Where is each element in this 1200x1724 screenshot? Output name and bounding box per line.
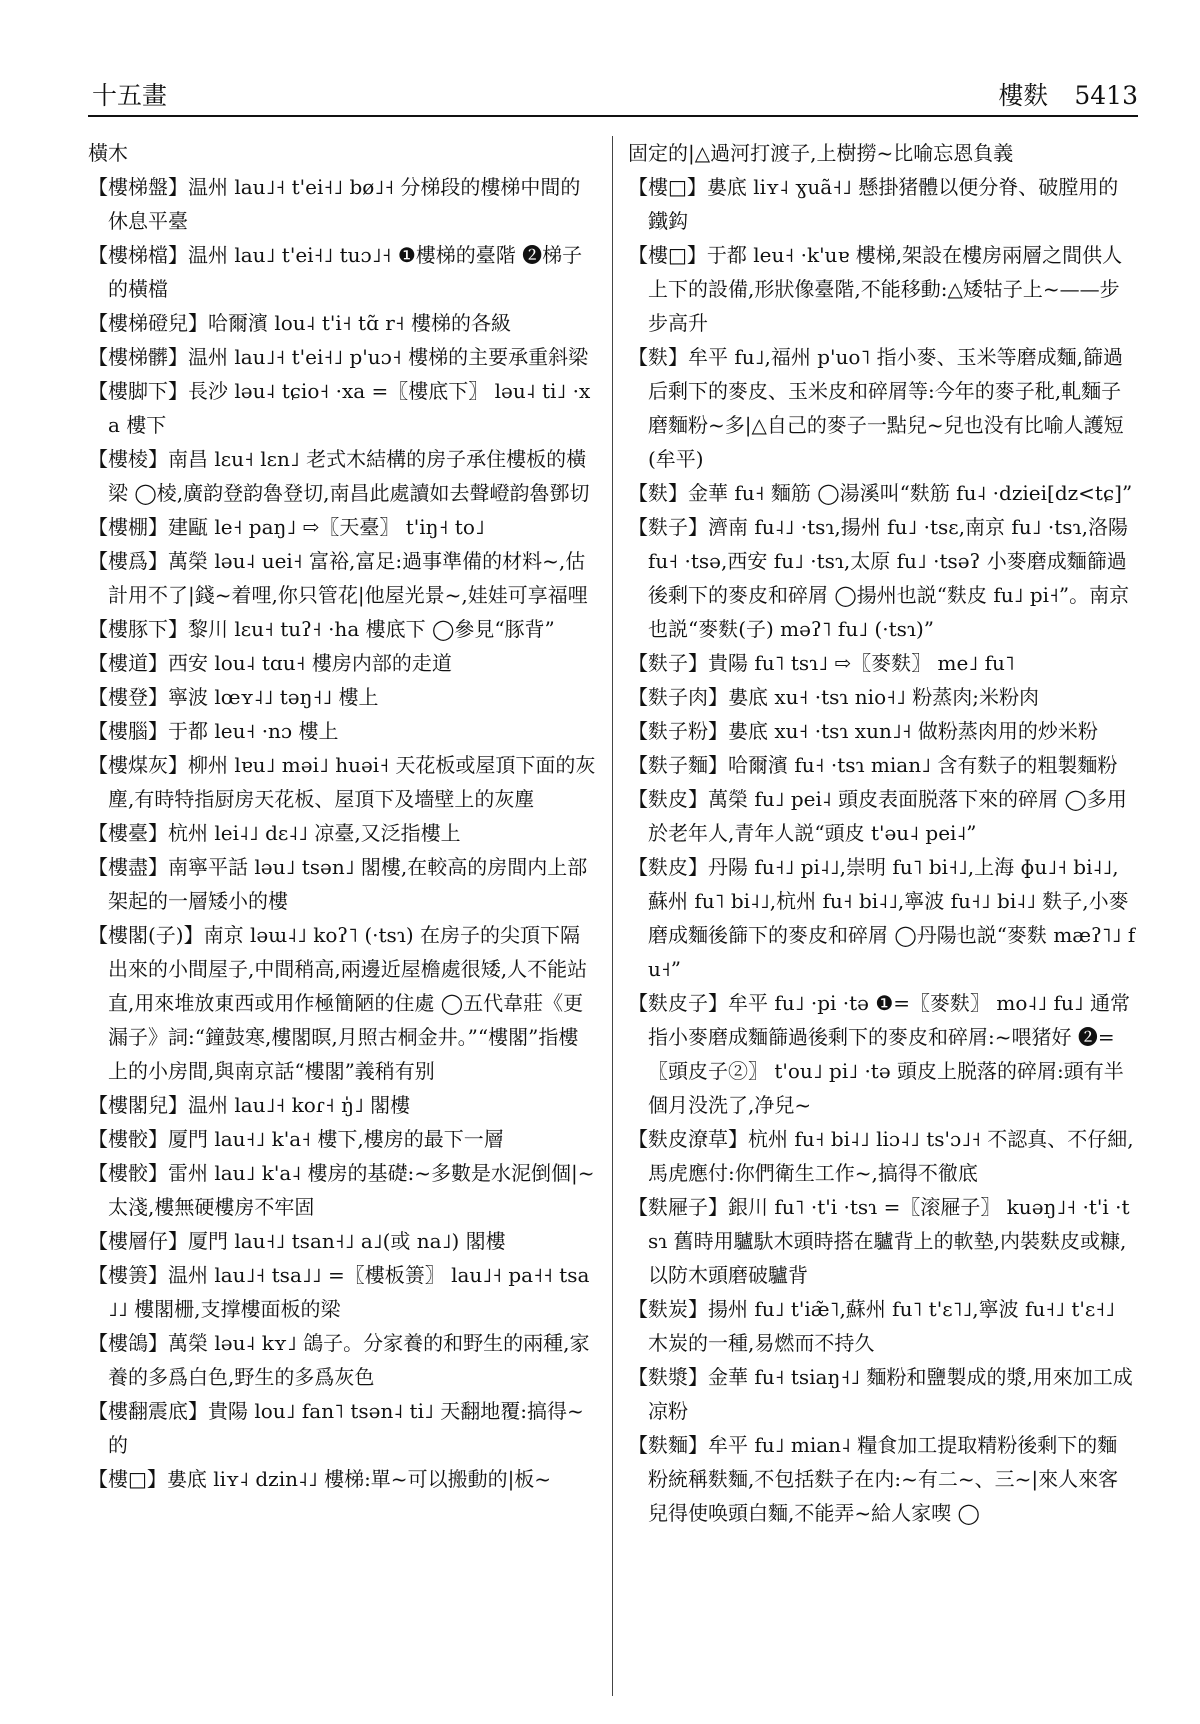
- column-divider: [612, 136, 613, 1696]
- dictionary-entry: 【麩皮】萬榮 fu˩ pei˨ 頭皮表面脱落下來的碎屑 ◯多用於老年人,青年人説“頭皮 t'əu˨ pei˨”: [628, 787, 1127, 845]
- dictionary-entry: 【樓登】寧波 lœʏ˨˩ təŋ˧˩ 樓上: [88, 685, 379, 709]
- dictionary-entry: 【樓□】婁底 liʏ˨ ɣuã˧˩ 懸掛猪體以便分脊、破膛用的鐵鈎: [628, 175, 1119, 233]
- dictionary-entry: 【樓梯髒】温州 lau˩˧ t'ei˧˩ p'uɔ˧ 樓梯的主要承重斜梁: [88, 345, 589, 369]
- dictionary-entry: 【樓骹】雷州 lau˩ k'a˨ 樓房的基礎:~多數是水泥倒個|~太淺,樓無硬樓房不牢固: [88, 1161, 595, 1219]
- dictionary-entry: 【樓煤灰】柳州 lɐu˩ məi˩ huəi˧ 天花板或屋頂下面的灰塵,有時特指厨房天花板、屋頂下及墻壁上的灰塵: [88, 753, 596, 811]
- dictionary-entry: 【樓骹】厦門 lau˧˩ k'a˧ 樓下,樓房的最下一層: [88, 1127, 504, 1151]
- dictionary-entry: 【樓腦】于都 leu˧ ·nɔ 樓上: [88, 719, 339, 743]
- dictionary-entry: 【麩炭】揚州 fu˩ t'iæ̃˥,蘇州 fu˥ t'ɛ˥˩,寧波 fu˧˩ t'ɛ˧˩ 木炭的一種,易燃而不持久: [628, 1297, 1116, 1355]
- page-number: 5413: [1074, 81, 1138, 110]
- dictionary-entry: 【樓箦】温州 lau˩˧ tsa˩˩ =〖樓板箦〗 lau˩˧ pa˧˧ tsa˩˩ 樓閣栅,支撑樓面板的梁: [88, 1263, 590, 1321]
- dictionary-entry: 【麩漿】金華 fu˧ tsiaŋ˧˩ 麵粉和鹽製成的漿,用來加工成凉粉: [628, 1365, 1133, 1423]
- dictionary-entry: 【樓閣(子)】南京 ləɯ˨˩ koʔ˥ (·tsɿ) 在房子的尖頂下隔出來的小間屋子,中間稍高,兩邊近屋檐處很矮,人不能站直,用來堆放東西或用作極簡陋的住處 ◯五代韋莊《更漏子》詞:“鐘鼓寒,樓閣暝,月照古桐金井。”“樓閣”指樓上的小房間,與南京話“樓閣”義稍有别: [88, 923, 588, 1083]
- dictionary-entry: 【樓脚下】長沙 ləu˨ tɕio˧ ·xa =〖樓底下〗 ləu˨ ti˩ ·xa 樓下: [88, 379, 591, 437]
- running-header: [998, 76, 1138, 112]
- dictionary-entry: 【樓梯檔】温州 lau˩ t'ei˧˩ tuɔ˩˧ ❶樓梯的臺階 ❷梯子的橫檔: [88, 243, 583, 301]
- dictionary-entry: 【麩皮潦草】杭州 fu˧ bi˨˩ liɔ˨˩ ts'ɔ˩˧ 不認真、不仔細,馬虎應付:你們衛生工作~,搞得不徹底: [628, 1127, 1134, 1185]
- dictionary-entry: 【麩屜子】銀川 fu˥ ·t'i ·tsɿ =〖滚屜子〗 kuəŋ˩˧ ·t'i ·tsɿ 舊時用驢馱木頭時搭在驢背上的軟墊,内裝麩皮或糠,以防木頭磨破驢背: [628, 1195, 1130, 1287]
- dictionary-entry: 【樓梯磴兒】哈爾濱 lou˨ t'i˧ tɑ̃ r˧ 樓梯的各級: [88, 311, 512, 335]
- dictionary-entry: 【樓□】于都 leu˧ ·k'uɐ 樓梯,架設在樓房兩層之間供人上下的設備,形狀像臺階,不能移動:△矮牯子上~——步步高升: [628, 243, 1123, 335]
- dictionary-entry: 【樓棚】建甌 le˧ paŋ˩ ⇨〖天臺〗 t'iŋ˧ to˩: [88, 515, 485, 539]
- radical-section-label: 十五畫: [92, 81, 168, 110]
- dictionary-entry: 【樓豚下】黎川 lɛu˧ tuʔ˧ ·ha 樓底下 ◯參見“豚背”: [88, 617, 555, 641]
- entry-continuation: 橫木: [88, 141, 128, 165]
- dictionary-entry: 【麩】金華 fu˧ 麵筋 ◯湯溪叫“麩筋 fu˨ ·dziei[dz<tɕ]”: [628, 481, 1133, 505]
- dictionary-entry: 【麩麵】牟平 fu˩ mian˨ 糧食加工提取精粉後剩下的麵粉統稱麩麵,不包括麩子在内:~有二~、三~|來人來客兒得使唤頭白麵,不能弄~給人家喫 ◯: [628, 1433, 1119, 1525]
- dictionary-entry: 【麩子】濟南 fu˨˩ ·tsɿ,揚州 fu˩ ·tsɛ,南京 fu˩ ·tsɿ,洛陽 fu˧ ·tsə,西安 fu˩ ·tsɿ,太原 fu˩ ·tsəʔ 小麥磨成麵篩過後剩下的麥皮和碎屑 ◯揚州也説“麩皮 fu˩ pi˧”。南京也説“麥麩(子) məʔ˥ fu˩ (·tsɿ)”: [628, 515, 1130, 641]
- page-header: [88, 76, 1138, 116]
- dictionary-entry: 【麩】牟平 fu˩,福州 p'uo˥ 指小麥、玉米等磨成麵,篩過后剩下的麥皮、玉米皮和碎屑等:今年的麥子秕,軋麵子磨麵粉~多|△自己的麥子一點兒~兒也没有比喻人護短(牟平): [628, 345, 1124, 471]
- dictionary-entry: 【樓臺】杭州 lei˨˩ dɛ˨˩ 凉臺,又泛指樓上: [88, 821, 461, 845]
- header-rule: [88, 115, 1138, 117]
- entry-continuation: 固定的|△過河打渡子,上樹撈~比喻忘恩負義: [628, 141, 1014, 165]
- dictionary-entry: 【樓爲】萬榮 ləu˨ uei˧ 富裕,富足:過事準備的材料~,估計用不了|錢~着哩,你只管花|他屋光景~,娃娃可享福哩: [88, 549, 588, 607]
- dictionary-entry: 【樓閣兒】温州 lau˩˧ koɾ˧ ŋ̍˩ 閣樓: [88, 1093, 411, 1117]
- left-column: [88, 136, 596, 1696]
- dictionary-entry: 【樓梯盤】温州 lau˩˧ t'ei˧˩ bø˩˧ 分梯段的樓梯中間的休息平臺: [88, 175, 581, 233]
- dictionary-entry: 【樓棱】南昌 lɛu˧ lɛn˩ 老式木結構的房子承住樓板的橫梁 ◯棱,廣韵登韵魯登切,南昌此處讀如去聲嶝韵魯鄧切: [88, 447, 590, 505]
- dictionary-entry: 【樓層仔】厦門 lau˧˩ tsan˧˩ a˩(或 na˩) 閣樓: [88, 1229, 506, 1253]
- right-column: [628, 136, 1136, 1696]
- dictionary-entry: 【麩皮子】牟平 fu˩ ·pi ·tə ❶=〖麥麩〗 mo˨˩ fu˩ 通常指小麥磨成麵篩過後剩下的麥皮和碎屑:~喂猪好 ❷=〖頭皮子②〗 t'ou˩ pi˩ ·tə 頭皮上脱落的碎屑:頭有半個月没洗了,净兒~: [628, 991, 1131, 1117]
- dictionary-entry: 【樓鴿】萬榮 ləu˨ kʏ˩ 鴿子。分家養的和野生的兩種,家養的多爲白色,野生的多爲灰色: [88, 1331, 590, 1389]
- dictionary-entry: 【樓盡】南寧平話 ləu˩ tsən˩ 閣樓,在較高的房間内上部架起的一層矮小的樓: [88, 855, 588, 913]
- dictionary-entry: 【麩子麵】哈爾濱 fu˧ ·tsɿ mian˩ 含有麩子的粗製麵粉: [628, 753, 1118, 777]
- dictionary-entry: 【樓道】西安 lou˨ tɑu˧ 樓房内部的走道: [88, 651, 452, 675]
- dictionary-entry: 【樓□】婁底 liʏ˨ dzin˨˩ 樓梯:單~可以搬動的|板~: [88, 1467, 552, 1491]
- dictionary-entry: 【麩子】貴陽 fu˥ tsɿ˩ ⇨〖麥麩〗 me˩ fu˥: [628, 651, 1015, 675]
- dictionary-entry: 【樓翻震底】貴陽 lou˩ fan˥ tsən˨ ti˩ 天翻地覆:搞得~的: [88, 1399, 584, 1457]
- guide-characters: 樓麩: [998, 81, 1049, 110]
- dictionary-entry: 【麩子肉】婁底 xu˧ ·tsɿ nio˧˩ 粉蒸肉;米粉肉: [628, 685, 1039, 709]
- dictionary-entry: 【麩皮】丹陽 fu˧˩ pi˨˩,崇明 fu˥ bi˧˩,上海 ɸu˩˧ bi˨˩,蘇州 fu˥ bi˨˩,杭州 fu˧ bi˨˩,寧波 fu˧˩ bi˨˩ 麩子,小麥磨成麵後篩下的麥皮和碎屑 ◯丹陽也説“麥麩 mæʔ˥˩ fu˧”: [628, 855, 1136, 981]
- dictionary-entry: 【麩子粉】婁底 xu˧ ·tsɿ xun˩˧ 做粉蒸肉用的炒米粉: [628, 719, 1098, 743]
